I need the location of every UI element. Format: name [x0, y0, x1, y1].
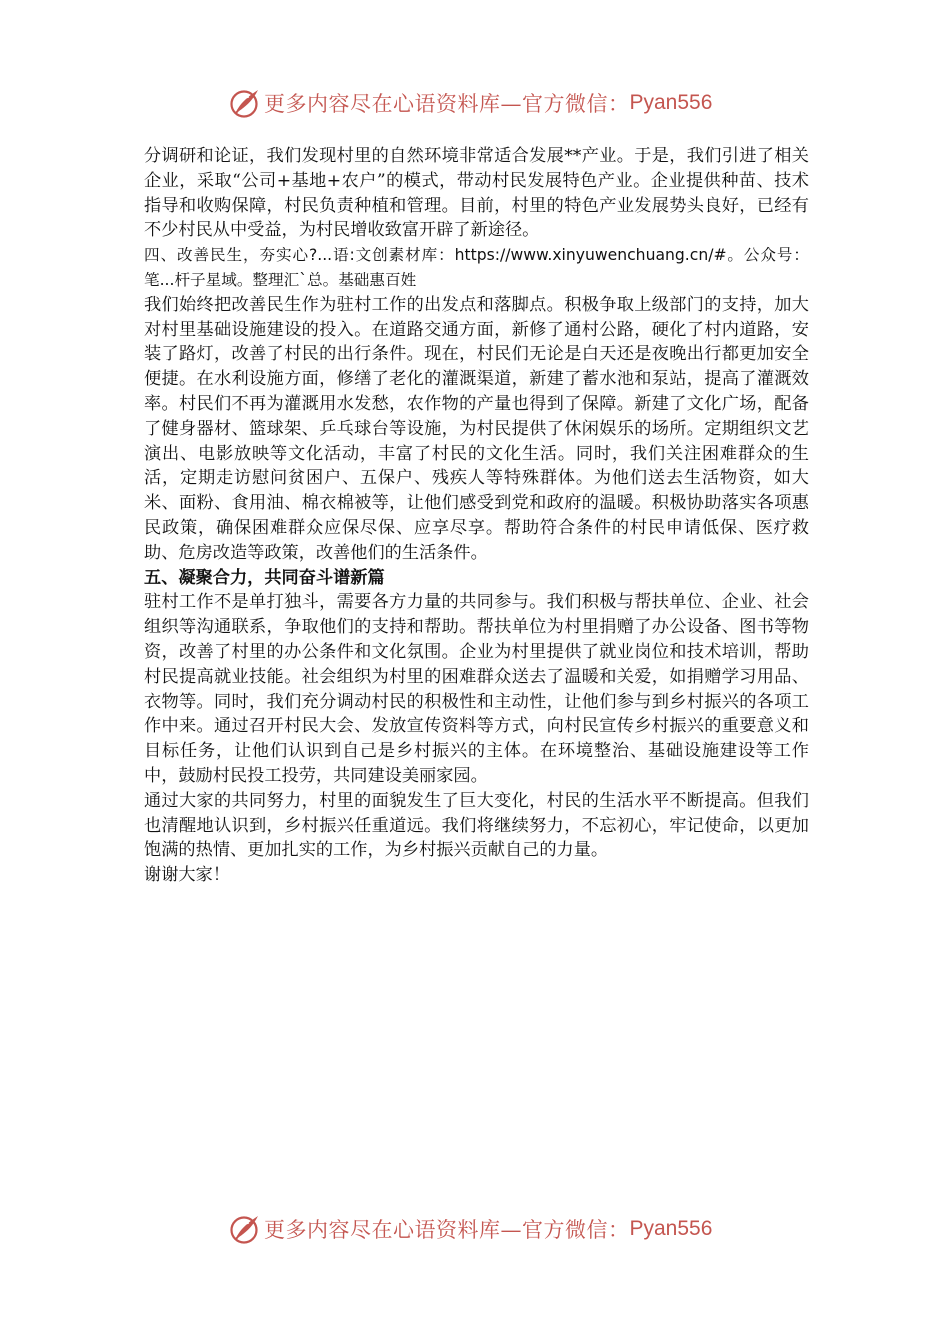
paragraph-3: 驻村工作不是单打独斗，需要各方力量的共同参与。我们积极与帮扶单位、企业、社会组织等沟通联系，争取他们的支持和帮助。帮扶单位为村里捐赠了办公设备、图书等物资，改善了村里的办公条件和文化氛围。企业为村里提供了就业岗位和技术培训，帮助村民提高就业技能。社会组织为村里的困难群众送去了温暖和关爱，如捐赠学习用品、衣物等。同时，我们充分调动村民的积极性和主动性，让他们参与到乡村振兴的各项工作中来。通过召开村民大会、发放宣传资料等方式，向村民宣传乡村振兴的重要意义和目标任务，让他们认识到自己是乡村振兴的主体。在环境整治、基础设施建设等工作中，鼓励村民投工投劳，共同建设美丽家园。	[144, 592, 809, 786]
quill-pen-logo-icon	[228, 1212, 262, 1246]
paragraph-4: 通过大家的共同努力，村里的面貌发生了巨大变化，村民的生活水平不断提高。但我们也清醒地认识到，乡村振兴任重道远。我们将继续努力，不忘初心，牢记使命，以更加饱满的热情、更加扎实的工作，为乡村振兴贡献自己的力量。	[144, 790, 809, 861]
banner-text: 更多内容尽在心语资料库—官方微信：	[264, 1218, 630, 1242]
closing-line: 谢谢大家！	[144, 865, 230, 886]
section-heading-4: 四、改善民生，夯实心?...语:文创素材库：https://www.xinyuwenchuang.cn/#。公众号：笔...杆子星域。整理汇`总。基础惠百姓	[144, 246, 809, 289]
banner-text: 更多内容尽在心语资料库—官方微信：	[264, 92, 630, 116]
banner-wechat-id: Pyan556	[629, 91, 713, 114]
paragraph-1: 分调研和论证，我们发现村里的自然环境非常适合发展**产业。于是，我们引进了相关企业，采取“公司+基地+农户”的模式，带动村民发展特色产业。企业提供种苗、技术指导和收购保障，村民负责种植和管理。目前，村里的特色产业发展势头良好，已经有不少村民从中受益，为村民增收致富开辟了新途径。	[144, 146, 809, 241]
section-heading-5: 五、凝聚合力，共同奋斗谱新篇	[144, 567, 385, 588]
paragraph-2: 我们始终把改善民生作为驻村工作的出发点和落脚点。积极争取上级部门的支持，加大对村里基础设施建设的投入。在道路交通方面，新修了通村公路，硬化了村内道路，安装了路灯，改善了村民的出行条件。现在，村民们无论是白天还是夜晚出行都更加安全便捷。在水利设施方面，修缮了老化的灌溉渠道，新建了蓄水池和泵站，提高了灌溉效率。村民们不再为灌溉用水发愁，农作物的产量也得到了保障。新建了文化广场，配备了健身器材、篮球架、乒乓球台等设施，为村民提供了休闲娱乐的场所。定期组织文艺演出、电影放映等文化活动，丰富了村民的文化生活。同时，我们关注困难群众的生活，定期走访慰问贫困户、五保户、残疾人等特殊群体。为他们送去生活物资，如大米、面粉、食用油、棉衣棉被等，让他们感受到党和政府的温暖。积极协助落实各项惠民政策，确保困难群众应保尽保、应享尽享。帮助符合条件的村民申请低保、医疗救助、危房改造等政策，改善他们的生活条件。	[144, 294, 809, 563]
header-banner	[228, 86, 712, 120]
quill-pen-logo-icon	[228, 86, 262, 120]
footer-banner	[228, 1212, 712, 1246]
banner-wechat-id: Pyan556	[629, 1217, 713, 1240]
document-body	[144, 144, 809, 888]
